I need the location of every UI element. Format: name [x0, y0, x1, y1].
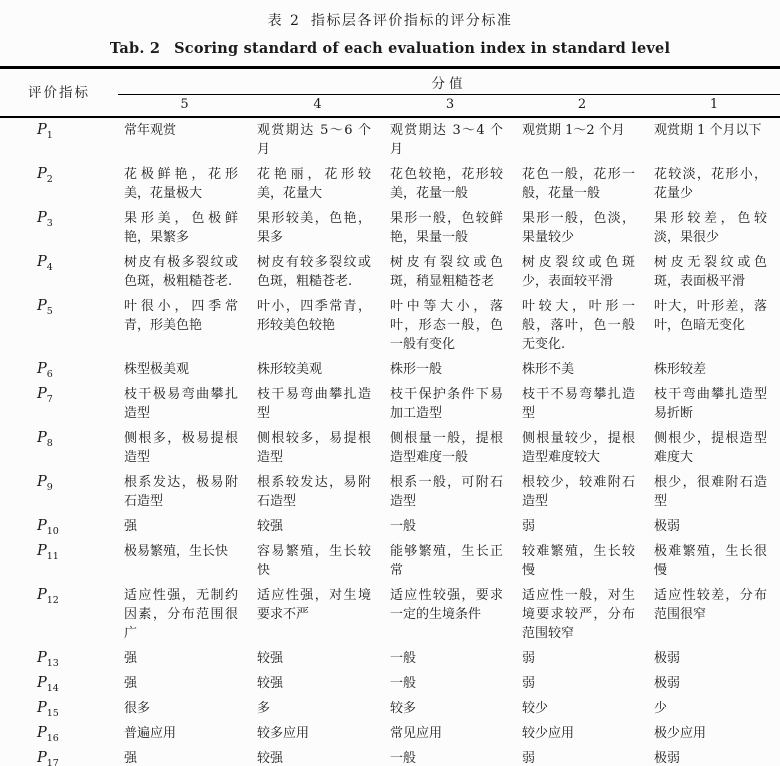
- row-label-symbol: P: [37, 675, 47, 691]
- column-header-score-1: 1: [709, 97, 719, 112]
- score-cell: 较强: [257, 519, 284, 534]
- score-cell: 极弱: [654, 676, 681, 691]
- table-row: [0, 470, 780, 514]
- score-cell: 侧根少，提根造型难度大: [654, 431, 767, 465]
- score-cell: 叶大，叶形差，落叶，色暗无变化: [654, 299, 767, 333]
- score-cell: 侧根量较少，提根造型难度较大: [522, 431, 635, 465]
- score-cell: 根系发达，极易附石造型: [124, 475, 238, 509]
- score-cell: 花色较艳，花形较美，花量一般: [390, 167, 503, 201]
- table-row: [0, 250, 780, 294]
- score-cell: 一般: [390, 676, 417, 691]
- table-row: [0, 426, 780, 470]
- score-cell: 适应性强，对生境要求不严: [257, 588, 371, 622]
- column-header-score-4: 4: [313, 97, 322, 112]
- score-cell: 强: [124, 651, 138, 666]
- table-row: [0, 162, 780, 206]
- score-cell: 较强: [257, 676, 284, 691]
- score-cell: 少: [654, 701, 668, 716]
- score-cell: 弱: [522, 651, 536, 666]
- row-label-subscript: 10: [46, 525, 59, 537]
- score-cell: 容易繁殖，生长较快: [257, 544, 371, 578]
- table-row: [0, 117, 780, 162]
- score-cell: 弱: [522, 676, 536, 691]
- row-label-subscript: 17: [46, 757, 59, 766]
- score-cell: 强: [124, 519, 138, 534]
- score-cell: 极弱: [654, 651, 681, 666]
- score-cell: 株形不美: [522, 362, 575, 377]
- score-cell: 果形较美，色艳，果多: [257, 211, 371, 245]
- row-label: [0, 539, 118, 583]
- score-cell: 很多: [124, 701, 151, 716]
- score-cell: 侧根量一般，提根造型难度一般: [390, 431, 503, 465]
- score-cell: 弱: [522, 751, 536, 766]
- score-cell: 适应性一般，对生境要求较严，分布范围较窄: [522, 588, 635, 641]
- score-cell: 株形较美观: [257, 362, 323, 377]
- score-cell: 多: [257, 701, 271, 716]
- row-label-symbol: P: [37, 386, 47, 402]
- score-cell: 较强: [257, 751, 284, 766]
- column-header-score-2: 2: [577, 97, 587, 112]
- column-header-index: 评价指标: [28, 85, 90, 101]
- score-cell: 枝干极易弯曲攀扎造型: [124, 387, 238, 421]
- row-label: [0, 514, 118, 539]
- table-row: [0, 696, 780, 721]
- header-row-group: [0, 68, 780, 95]
- score-cell: 叶中等大小，落叶，形态一般，色一般有变化: [390, 299, 503, 352]
- score-cell: 常年观赏: [124, 123, 177, 138]
- caption-chinese-number: 表 2: [267, 13, 301, 29]
- score-cell: 株形一般: [390, 362, 443, 377]
- score-cell: 极弱: [654, 751, 681, 766]
- row-label-subscript: 4: [46, 261, 53, 273]
- row-label: [0, 250, 118, 294]
- score-cell: 较多: [390, 701, 417, 716]
- score-cell: 侧根较多，易提根造型: [257, 431, 371, 465]
- row-label: [0, 696, 118, 721]
- score-cell: 能够繁殖，生长正常: [390, 544, 503, 578]
- score-cell: 根较少，较难附石造型: [522, 475, 635, 509]
- score-cell: 花色一般，花形一般，花量一般: [522, 167, 635, 201]
- score-cell: 适应性较强，要求一定的生境条件: [390, 588, 503, 622]
- score-cell: 弱: [522, 519, 536, 534]
- table-header: [0, 68, 780, 118]
- row-label-subscript: 11: [46, 550, 59, 562]
- caption-chinese-title: 指标层各评价指标的评分标准: [310, 13, 513, 29]
- row-label-subscript: 12: [46, 594, 59, 606]
- table-row: [0, 721, 780, 746]
- score-cell: 极难繁殖，生长很慢: [654, 544, 767, 578]
- row-label-subscript: 9: [46, 481, 53, 493]
- row-label: [0, 746, 118, 766]
- score-cell: 一般: [390, 519, 417, 534]
- score-cell: 一般: [390, 751, 417, 766]
- row-label-symbol: P: [37, 543, 47, 559]
- score-cell: 叶较大，叶形一般，落叶，色一般无变化.: [522, 299, 635, 352]
- score-cell: 常见应用: [390, 726, 443, 741]
- caption-chinese: [0, 10, 780, 30]
- table-row: [0, 646, 780, 671]
- score-cell: 花极鲜艳，花形美，花量极大: [124, 167, 238, 201]
- score-cell: 果形一般，色淡，果量较少: [522, 211, 635, 245]
- row-label-subscript: 6: [46, 368, 53, 380]
- score-cell: 极弱: [654, 519, 681, 534]
- row-label: [0, 426, 118, 470]
- table-captions: [0, 10, 780, 57]
- row-label-subscript: 2: [46, 173, 53, 185]
- row-label-symbol: P: [37, 254, 47, 270]
- column-header-score-5: 5: [180, 97, 189, 112]
- row-label-symbol: P: [37, 650, 47, 666]
- score-cell: 观赏期 1～2 个月: [522, 123, 625, 138]
- table-row: [0, 746, 780, 766]
- row-label-symbol: P: [37, 122, 47, 138]
- row-label-subscript: 7: [46, 393, 53, 405]
- score-cell: 较少: [522, 701, 549, 716]
- score-cell: 较少应用: [522, 726, 575, 741]
- caption-english-title: Scoring standard of each evaluation index in standard level: [174, 40, 671, 57]
- score-cell: 花艳丽，花形较美，花量大: [257, 167, 371, 201]
- row-label-subscript: 1: [46, 129, 53, 141]
- row-label-subscript: 14: [46, 682, 59, 694]
- score-cell: 一般: [390, 651, 417, 666]
- row-label: [0, 117, 118, 162]
- row-label: [0, 671, 118, 696]
- score-cell: 根系一般，可附石造型: [390, 475, 503, 509]
- table-row: [0, 583, 780, 646]
- score-cell: 株型极美观: [124, 362, 190, 377]
- row-label: [0, 294, 118, 357]
- score-cell: 枝干弯曲攀扎造型易折断: [654, 387, 767, 421]
- column-header-score-group: 分值: [118, 68, 780, 95]
- row-label-subscript: 15: [46, 707, 59, 719]
- score-cell: 观赏期 1 个月以下: [654, 123, 762, 138]
- row-label: [0, 357, 118, 382]
- row-label: [0, 206, 118, 250]
- score-cell: 叶很小，四季常青，形美色艳: [124, 299, 238, 333]
- score-cell: 较多应用: [257, 726, 310, 741]
- row-label-symbol: P: [37, 587, 47, 603]
- table-row: [0, 294, 780, 357]
- score-cell: 果形较差，色较淡，果很少: [654, 211, 767, 245]
- row-label: [0, 646, 118, 671]
- table-row: [0, 382, 780, 426]
- score-cell: 普遍应用: [124, 726, 177, 741]
- row-label-symbol: P: [37, 518, 47, 534]
- score-cell: 枝干易弯曲攀扎造型: [257, 387, 371, 421]
- score-cell: 树皮有极多裂纹或色斑，极粗糙苍老.: [124, 255, 238, 289]
- score-cell: 枝干保护条件下易加工造型: [390, 387, 503, 421]
- score-cell: 树皮有裂纹或色斑，稍显粗糙苍老: [390, 255, 503, 289]
- row-label-symbol: P: [37, 700, 47, 716]
- row-label-symbol: P: [37, 725, 47, 741]
- row-label-symbol: P: [37, 361, 47, 377]
- score-cell: 较难繁殖，生长较慢: [522, 544, 635, 578]
- row-label-subscript: 5: [46, 305, 53, 317]
- score-cell: 根系较发达，易附石造型: [257, 475, 371, 509]
- score-cell: 果形一般，色较鲜艳，果量一般: [390, 211, 503, 245]
- column-header-score-3: 3: [445, 97, 455, 112]
- score-cell: 树皮裂纹或色斑少，表面较平滑: [522, 255, 635, 289]
- table-row: [0, 671, 780, 696]
- row-label-symbol: P: [37, 474, 47, 490]
- score-cell: 适应性较差，分布范围很窄: [654, 588, 767, 622]
- caption-english-number: Tab. 2: [109, 40, 161, 57]
- row-label-subscript: 16: [46, 732, 59, 744]
- score-cell: 叶小，四季常青，形较美色较艳: [257, 299, 371, 333]
- score-cell: 株形较差: [654, 362, 707, 377]
- score-cell: 适应性强，无制约因素，分布范围很广: [124, 588, 238, 641]
- row-label-symbol: P: [37, 166, 47, 182]
- score-cell: 树皮有较多裂纹或色斑，粗糙苍老.: [257, 255, 371, 289]
- score-cell: 树皮无裂纹或色斑，表面极平滑: [654, 255, 767, 289]
- score-cell: 果形美，色极鲜艳，果繁多: [124, 211, 238, 245]
- score-cell: 观赏期达 3～4 个月: [390, 123, 503, 157]
- row-label: [0, 162, 118, 206]
- table-row: [0, 357, 780, 382]
- row-label: [0, 382, 118, 426]
- caption-english: [0, 40, 780, 57]
- score-cell: 极易繁殖，生长快: [124, 544, 229, 559]
- score-cell: 观赏期达 5～6 个月: [257, 123, 371, 157]
- table-row: [0, 514, 780, 539]
- row-label: [0, 583, 118, 646]
- score-cell: 强: [124, 676, 138, 691]
- row-label-symbol: P: [37, 298, 47, 314]
- table-row: [0, 539, 780, 583]
- score-cell: 强: [124, 751, 138, 766]
- row-label-subscript: 13: [46, 657, 59, 669]
- table-row: [0, 206, 780, 250]
- score-cell: 极少应用: [654, 726, 707, 741]
- row-label-subscript: 8: [46, 437, 53, 449]
- row-label-symbol: P: [37, 750, 47, 766]
- row-label: [0, 470, 118, 514]
- score-cell: 根少，很难附石造型: [654, 475, 767, 509]
- score-cell: 枝干不易弯攀扎造型: [522, 387, 635, 421]
- score-cell: 侧根多，极易提根造型: [124, 431, 238, 465]
- score-cell: 花较淡，花形小，花量少: [654, 167, 767, 201]
- table-body: [0, 117, 780, 766]
- score-cell: 较强: [257, 651, 284, 666]
- row-label-symbol: P: [37, 430, 47, 446]
- row-label: [0, 721, 118, 746]
- scoring-standard-table: [0, 66, 780, 766]
- row-label-symbol: P: [37, 210, 47, 226]
- row-label-subscript: 3: [46, 217, 53, 229]
